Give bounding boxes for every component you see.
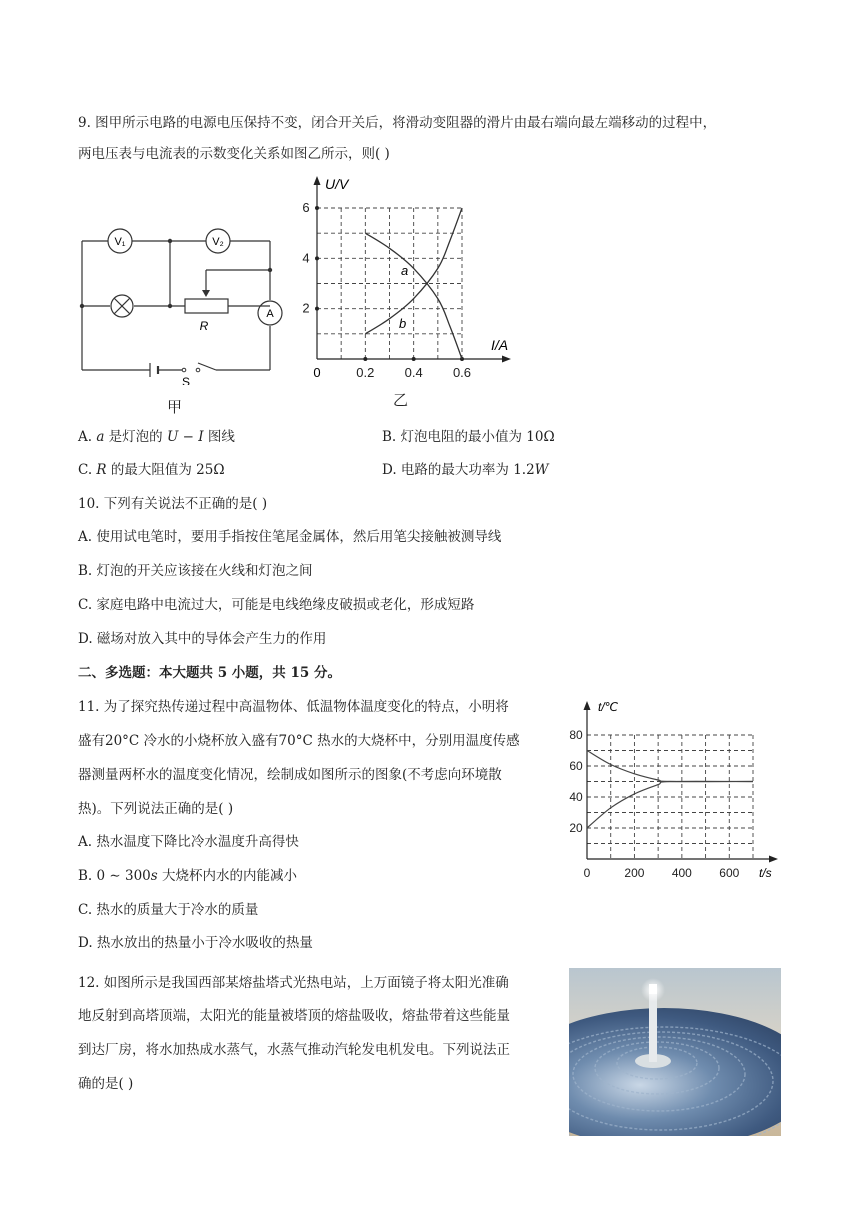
ui-graph: [295, 172, 525, 384]
graph2-x-tick-label: 0: [583, 866, 591, 880]
q9-stem-line1: 9. 图甲所示电路的电源电压保持不变，闭合开关后，将滑动变阻器的滑片由最右端向最左端移动的过程中，: [78, 115, 717, 131]
q10-option-c: C. 家庭电路中电流过大，可能是电线绝缘皮破损或老化，形成短路: [78, 597, 475, 613]
graph2-y-tick-label: 40: [569, 790, 583, 804]
voltmeter-v1-label: V₁: [114, 236, 126, 248]
graph2-y-tick-label: 20: [569, 821, 583, 835]
q9-option-a: A. 𝑎 是灯泡的 𝑈 − 𝐼 图线: [78, 429, 235, 445]
graph1-y-tick-dot: [315, 256, 319, 260]
curve-a-label: a: [401, 263, 409, 278]
q11-option-b: B. 0 ∼ 300𝑠 大烧杯内水的内能减小: [78, 868, 297, 884]
graph1-x-tick-label: 0.2: [356, 365, 375, 380]
graph1-x-tick-label: 0.4: [404, 365, 423, 380]
graph1-y-axis-label: U/V: [325, 176, 349, 192]
graph2-y-tick-label: 60: [569, 759, 583, 773]
q12-stem-line2: 地反射到高塔顶端，太阳光的能量被塔顶的熔盐吸收，熔盐带着这些能量: [78, 1008, 510, 1024]
section-heading: 二、多选题：本大题共 5 小题，共 15 分。: [78, 665, 341, 681]
q9-option-c: C. 𝑅 的最大阻值为 25Ω: [78, 462, 225, 478]
ammeter-label: A: [266, 308, 274, 320]
temperature-graph: [562, 693, 792, 885]
graph2-y-tick-label: 80: [569, 728, 583, 742]
graph1-origin-label: 0: [313, 365, 321, 380]
graph1-y-tick-dot: [315, 206, 319, 210]
graph1-y-tick-dot: [315, 307, 319, 311]
q12-stem-line4: 确的是( ): [78, 1076, 134, 1092]
graph2-cold-water-curve: [587, 781, 753, 828]
q12-stem-line3: 到达厂房，将水加热成水蒸气，水蒸气推动汽轮发电机发电。下列说法正: [78, 1042, 510, 1058]
graph1-y-tick-label: 2: [302, 300, 310, 316]
graph2-x-tick-label: 200: [624, 866, 645, 880]
figure-yi-caption: 乙: [393, 391, 409, 409]
q12-stem-line1: 12. 如图所示是我国西部某熔盐塔式光热电站，上万面镜子将太阳光准确: [78, 975, 509, 991]
graph1-x-tick-dot: [412, 357, 416, 361]
q10-option-a: A. 使用试电笔时，要用手指按住笔尾金属体，然后用笔尖接触被测导线: [78, 529, 502, 545]
q11-stem-line4: 热)。下列说法正确的是( ): [78, 801, 234, 817]
voltmeter-v2-label: V₂: [212, 236, 224, 248]
graph2-x-tick-label: 400: [671, 866, 692, 880]
q10-stem: 10. 下列有关说法不正确的是( ): [78, 496, 268, 512]
q9-option-b: B. 灯泡电阻的最小值为 10Ω: [382, 429, 555, 445]
graph1-y-tick-label: 6: [302, 200, 310, 215]
q11-option-a: A. 热水温度下降比冷水温度升高得快: [78, 834, 299, 850]
graph1-x-tick-dot: [363, 357, 367, 361]
graph1-x-axis-label: I/A: [491, 337, 509, 353]
q10-option-b: B. 灯泡的开关应该接在火线和灯泡之间: [78, 563, 313, 579]
curve-b-label: b: [399, 316, 407, 331]
graph1-y-tick-label: 4: [302, 250, 310, 266]
q9-stem-line2: 两电压表与电流表的示数变化关系如图乙所示，则( ): [78, 146, 390, 162]
solar-tower-photo: [569, 968, 781, 1136]
q10-option-d: D. 磁场对放入其中的导体会产生力的作用: [78, 631, 327, 647]
resistor-label: R: [199, 319, 209, 333]
q11-stem-line1: 11. 为了探究热传递过程中高温物体、低温物体温度变化的特点，小明将: [78, 699, 509, 715]
graph2-x-tick-label: 600: [719, 866, 740, 880]
graph1-x-tick-label: 0.6: [452, 365, 472, 380]
figure-jia-caption: 甲: [167, 398, 183, 416]
q11-option-d: D. 热水放出的热量小于冷水吸收的热量: [78, 935, 313, 951]
q9-option-d: D. 电路的最大功率为 1.2𝑊: [382, 462, 549, 478]
circuit-diagram: [70, 220, 290, 385]
q11-stem-line3: 器测量两杯水的温度变化情况，绘制成如图所示的图象(不考虑向环境散: [78, 767, 502, 783]
graph2-y-axis-label: t/℃: [598, 700, 619, 714]
q11-stem-line2: 盛有20°C 冷水的小烧杯放入盛有70°C 热水的大烧杯中，分别用温度传感: [78, 733, 520, 749]
q11-option-c: C. 热水的质量大于冷水的质量: [78, 902, 259, 918]
switch-label: S: [181, 375, 191, 385]
graph2-x-axis-label: t/s: [759, 866, 772, 880]
